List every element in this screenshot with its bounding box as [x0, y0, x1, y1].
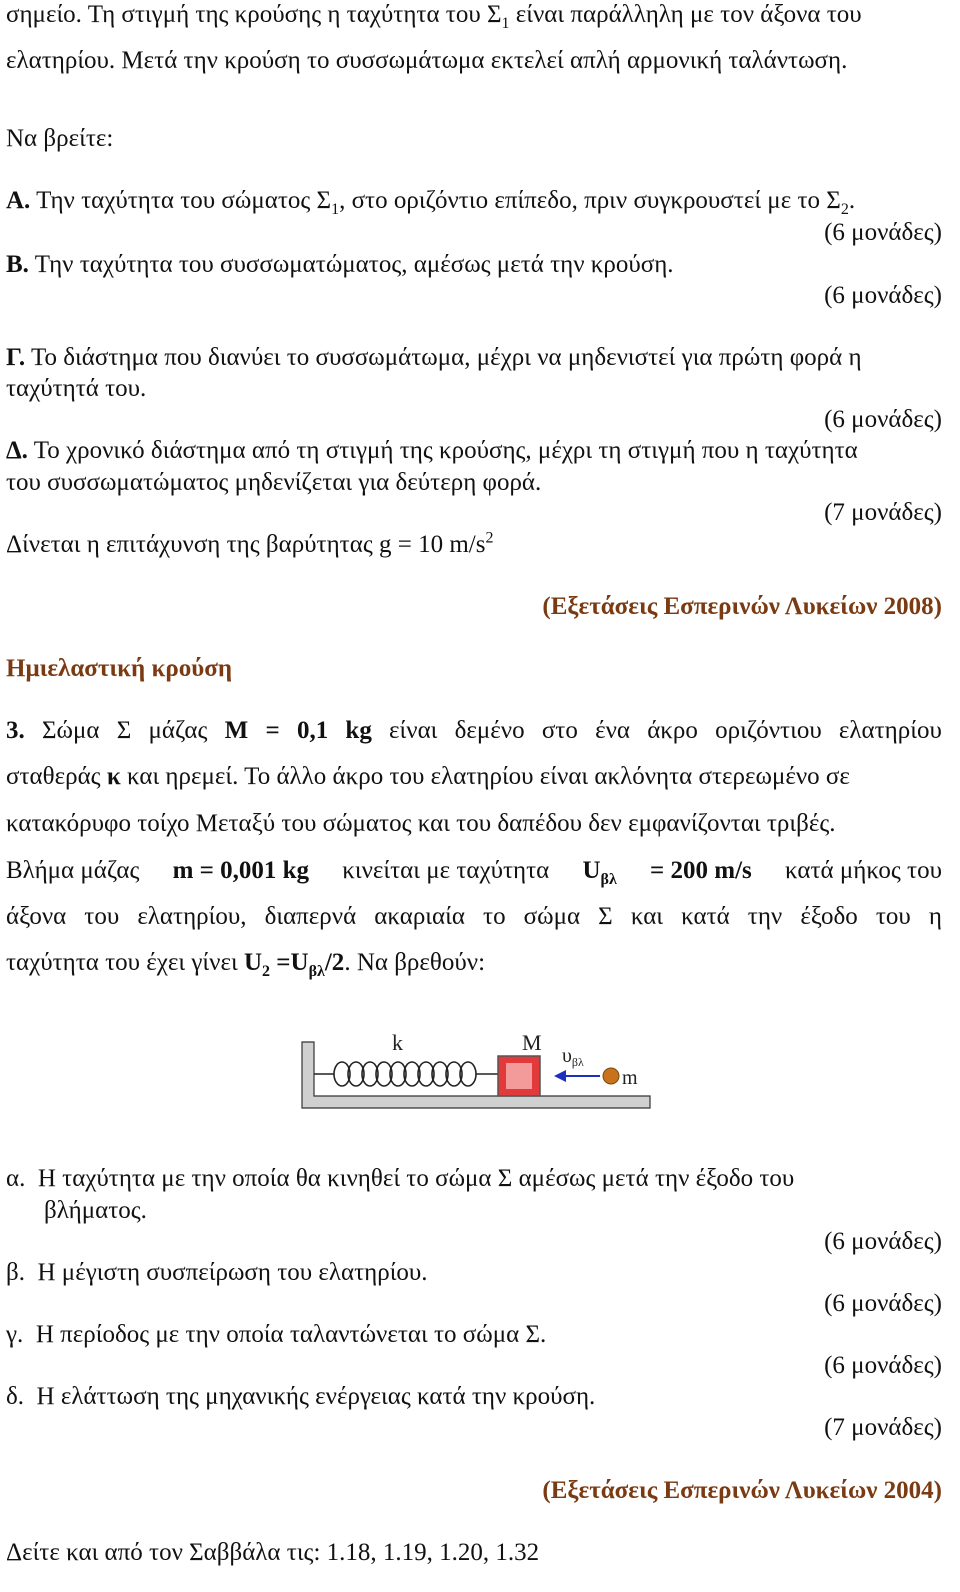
part-label: α. [6, 1165, 26, 1192]
marks-part-c: (6 μονάδες) [824, 1352, 942, 1379]
text: Το χρονικό διάστημα από τη στιγμή της κρούσης, μέχρι τη στιγμή που η ταχύτητα [27, 437, 858, 464]
velocity-symbol [582, 856, 616, 886]
subscript: 2 [840, 201, 849, 218]
section-title: Ημιελαστική κρούση [6, 655, 233, 682]
block-label: M [522, 1030, 542, 1055]
spring-label: k [392, 1030, 403, 1055]
velocity-symbol: υ [562, 1045, 572, 1067]
marks-a: (6 μονάδες) [824, 219, 942, 246]
text: Η ελάττωση της μηχανικής ενέργειας κατά την κρούση. [36, 1383, 596, 1410]
word: κατά [681, 903, 730, 930]
word: του [875, 903, 911, 930]
problem3-line-5 [6, 902, 942, 932]
part-b [6, 1258, 428, 1288]
word: διαπερνά [264, 903, 357, 930]
question-label: Β. [6, 251, 29, 278]
part-label: δ. [6, 1383, 25, 1410]
word: δεμένο [454, 717, 525, 744]
problem3-line-1 [6, 716, 942, 746]
find-label: Να βρείτε: [6, 125, 114, 152]
text: ταχύτητα του έχει γίνει [6, 949, 244, 976]
question-d [6, 436, 858, 466]
word: μάζας [148, 717, 208, 744]
problem3-line-6 [6, 948, 485, 978]
subscript: βλ [600, 871, 617, 888]
text: και ηρεμεί. Το άλλο άκρο του ελατηρίου είναι ακλόνητα στερεωμένο σε [120, 763, 850, 790]
word: έξοδο [800, 903, 858, 930]
exam-source-2004: (Εξετάσεις Εσπερινών Λυκείων 2004) [542, 1477, 942, 1504]
text: σημείο. Τη στιγμή της κρούσης η ταχύτητα του Σ [6, 1, 502, 28]
text: Η ταχύτητα με την οποία θα κινηθεί το σώμα Σ αμέσως μετά την έξοδο του [37, 1165, 795, 1192]
word: = [265, 717, 280, 744]
part-label: γ. [6, 1321, 24, 1348]
word: 0,1 [296, 717, 329, 744]
word: την [747, 903, 783, 930]
marks-part-a: (6 μονάδες) [824, 1228, 942, 1255]
problem-number: 3. [6, 717, 25, 744]
text: Την ταχύτητα του σώματος Σ [30, 187, 332, 214]
word: σώμα [523, 903, 581, 930]
text: σταθεράς [6, 763, 107, 790]
question-label: Γ. [6, 344, 26, 371]
word: άξονα [6, 903, 67, 930]
part-d [6, 1382, 595, 1412]
word: άκρο [647, 717, 698, 744]
question-label: Δ. [6, 437, 28, 464]
text: είναι παράλληλη με τον άξονα του [509, 1, 862, 28]
word: ένα [595, 717, 630, 744]
text: /2 [324, 949, 345, 976]
question-label: Α. [6, 187, 31, 214]
text: U [582, 857, 601, 884]
marks-d: (7 μονάδες) [824, 499, 942, 526]
word: ελατηρίου, [137, 903, 247, 930]
intro-line-2: ελατηρίου. Μετά την κρούση το συσσωμάτωμα εκτελεί απλή αρμονική ταλάντωση. [6, 47, 848, 74]
text: κ [106, 763, 121, 790]
text: =U [270, 949, 309, 976]
subscript: 2 [262, 963, 270, 980]
word: οριζόντιου [715, 717, 822, 744]
text: , στο οριζόντιο επίπεδο, πριν συγκρουστεί με το Σ [339, 187, 841, 214]
text: . Να βρεθούν: [344, 949, 486, 976]
block-highlight [506, 1063, 532, 1089]
word: στο [541, 717, 578, 744]
word: είναι [389, 717, 438, 744]
subscript: βλ [308, 963, 325, 980]
text: Η περίοδος με την οποία ταλαντώνεται το σώμα Σ. [35, 1321, 547, 1348]
marks-b: (6 μονάδες) [824, 282, 942, 309]
velocity-subscript: βλ [571, 1055, 584, 1069]
word: και [630, 903, 664, 930]
word: ακαριαία [374, 903, 465, 930]
question-d-cont: του συσσωματώματος μηδενίζεται για δεύτερη φορά. [6, 469, 542, 496]
part-c [6, 1320, 546, 1350]
question-g [6, 343, 862, 373]
text: Δίνεται η επιτάχυνση της βαρύτητας g = 10 m/s [6, 531, 486, 558]
arrow-head [554, 1070, 566, 1082]
bullet [603, 1068, 619, 1084]
text: Βλήμα μάζας [6, 857, 140, 884]
problem3-line-2 [6, 762, 850, 792]
text: = 200 m/s [650, 857, 752, 884]
word: η [928, 903, 942, 930]
word: του [84, 903, 120, 930]
given-gravity [6, 530, 493, 560]
text: m = 0,001 kg [172, 857, 310, 884]
word: ελατηρίου [838, 717, 942, 744]
word: Σ [116, 717, 132, 744]
footer-reference: Δείτε και από τον Σαββάλα τις: 1.18, 1.19, 1.20, 1.32 [6, 1539, 540, 1566]
word: kg [345, 717, 372, 744]
superscript: 2 [485, 529, 494, 547]
word: M [224, 717, 249, 744]
marks-part-d: (7 μονάδες) [824, 1414, 942, 1441]
problem3-line-3: κατακόρυφο τοίχο Μεταξύ του σώματος και του δαπέδου δεν εμφανίζονται τριβές. [6, 810, 836, 837]
spring [314, 1062, 498, 1086]
spring-block-bullet-diagram [300, 1022, 680, 1122]
subscript: 1 [331, 201, 340, 218]
velocity-label [562, 1045, 584, 1069]
word: Σώμα [41, 717, 100, 744]
marks-part-b: (6 μονάδες) [824, 1290, 942, 1317]
part-a [6, 1164, 794, 1194]
text: . [848, 187, 856, 214]
subscript: 1 [501, 15, 510, 32]
part-a-cont: βλήματος. [44, 1197, 147, 1224]
part-label: β. [6, 1259, 25, 1286]
marks-g: (6 μονάδες) [824, 406, 942, 433]
text: Την ταχύτητα του συσσωματώματος, αμέσως μετά την κρούση. [28, 251, 674, 278]
text: κατά μήκος του [784, 857, 942, 884]
text: κινείται με ταχύτητα [342, 857, 550, 884]
text: Η μέγιστη συσπείρωση του ελατηρίου. [37, 1259, 428, 1286]
bullet-label: m [622, 1067, 638, 1089]
word: Σ [598, 903, 613, 930]
intro-line-1 [6, 0, 862, 30]
problem3-line-4 [6, 856, 942, 886]
exam-source-2008: (Εξετάσεις Εσπερινών Λυκείων 2008) [542, 593, 942, 620]
text: U [243, 949, 262, 976]
question-a [6, 186, 855, 216]
question-b [6, 250, 674, 280]
text: Το διάστημα που διανύει το συσσωμάτωμα, μέχρι να μηδενιστεί για πρώτη φορά η [25, 344, 862, 371]
question-g-cont: ταχύτητά του. [6, 375, 147, 402]
word: το [483, 903, 506, 930]
